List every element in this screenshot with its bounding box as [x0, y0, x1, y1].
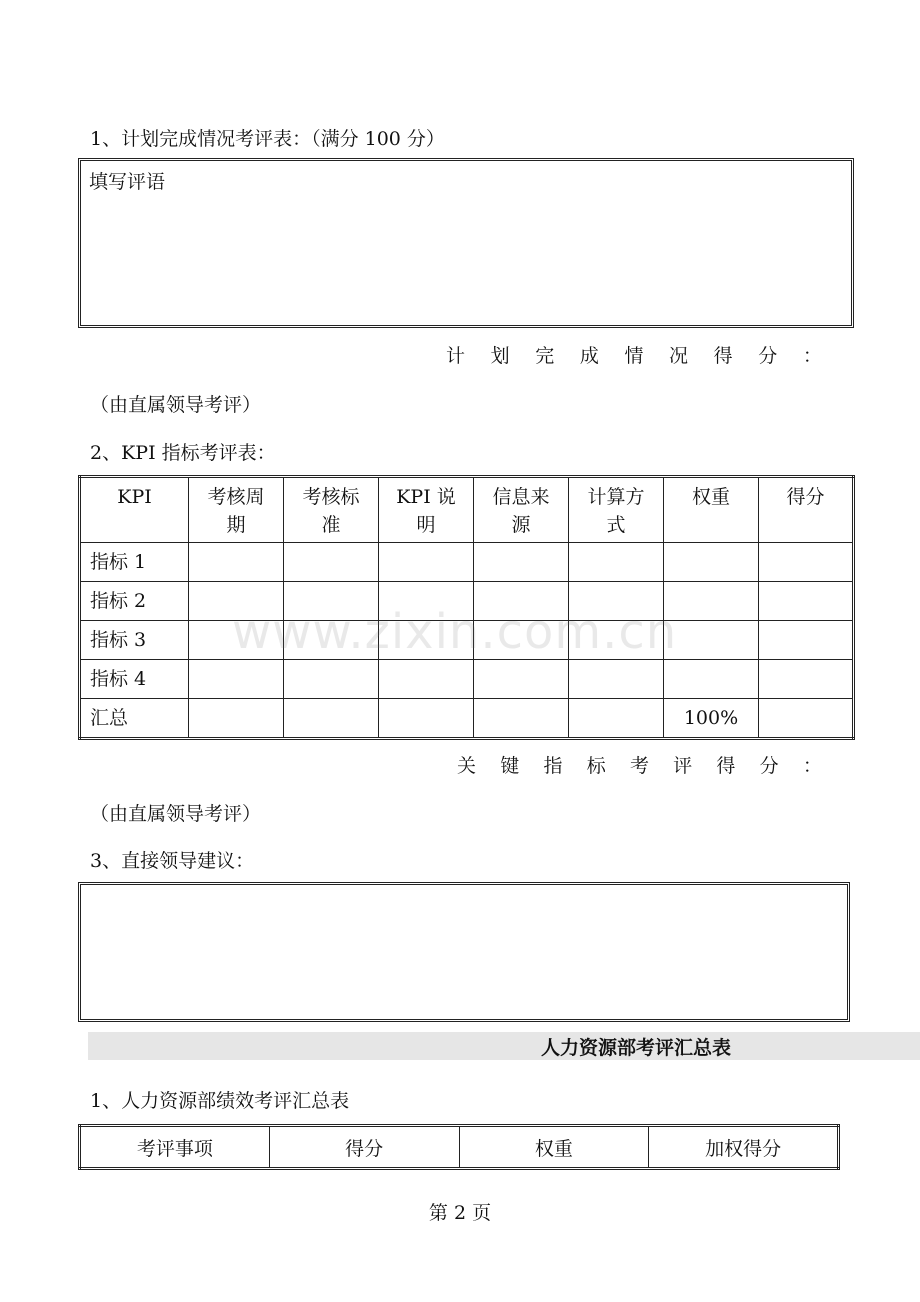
- score-cell[interactable]: [759, 582, 854, 621]
- score-cell[interactable]: [759, 543, 854, 582]
- watermark: www.zixin.com.cn: [232, 604, 678, 660]
- table-row: [80, 543, 854, 582]
- summary-header-row: [80, 1126, 839, 1169]
- row-label: 汇总: [80, 699, 189, 739]
- page-number: 第 2 页: [428, 1202, 492, 1224]
- table-cell[interactable]: [189, 543, 284, 582]
- table-row: [80, 660, 854, 699]
- weight-cell[interactable]: 100%: [664, 699, 759, 739]
- section3-heading: 3、直接领导建议：: [90, 850, 255, 872]
- table-cell[interactable]: [189, 660, 284, 699]
- kpi-header-cell: 考核周 期: [189, 477, 284, 543]
- section2-note: （由直属领导考评）: [90, 803, 262, 825]
- row-label: 指标 1: [80, 543, 189, 582]
- summary-header-cell: 得分: [269, 1126, 459, 1169]
- score-cell[interactable]: [759, 699, 854, 739]
- table-cell[interactable]: [569, 699, 664, 739]
- row-label: 指标 2: [80, 582, 189, 621]
- table-cell[interactable]: [189, 699, 284, 739]
- table-cell[interactable]: [284, 660, 379, 699]
- table-cell[interactable]: [284, 543, 379, 582]
- summary-table: [78, 1124, 840, 1170]
- table-cell[interactable]: [569, 543, 664, 582]
- weight-cell[interactable]: [664, 660, 759, 699]
- table-cell[interactable]: [284, 699, 379, 739]
- table-cell[interactable]: [474, 699, 569, 739]
- summary-banner: [88, 1032, 920, 1060]
- section1-note: （由直属领导考评）: [90, 394, 262, 416]
- row-label: 指标 3: [80, 621, 189, 660]
- kpi-header-cell: KPI: [80, 477, 189, 543]
- summary-header-cell: 考评事项: [80, 1126, 270, 1169]
- kpi-header-cell: 信息来 源: [474, 477, 569, 543]
- section1-heading: 1、计划完成情况考评表：（满分 100 分）: [90, 128, 445, 150]
- row-label: 指标 4: [80, 660, 189, 699]
- comment-box-label: 填写评语: [89, 171, 166, 193]
- weight-cell[interactable]: [664, 582, 759, 621]
- plan-score-label: 计 划 完 成 情 况 得 分 ：: [446, 345, 822, 367]
- table-cell[interactable]: [474, 543, 569, 582]
- kpi-header-cell: 计算方 式: [569, 477, 664, 543]
- table-cell[interactable]: [379, 699, 474, 739]
- table-cell[interactable]: [569, 660, 664, 699]
- kpi-header-cell: 权重: [664, 477, 759, 543]
- kpi-header-row: [80, 477, 854, 543]
- kpi-header-cell: 考核标 准: [284, 477, 379, 543]
- table-cell[interactable]: [379, 660, 474, 699]
- score-cell[interactable]: [759, 621, 854, 660]
- table-cell[interactable]: [379, 543, 474, 582]
- score-cell[interactable]: [759, 660, 854, 699]
- banner-title: 人力资源部考评汇总表: [541, 1037, 732, 1059]
- table-cell[interactable]: [474, 660, 569, 699]
- weight-cell[interactable]: [664, 621, 759, 660]
- section4-heading: 1、人力资源部绩效考评汇总表: [90, 1090, 350, 1112]
- kpi-header-cell: 得分: [759, 477, 854, 543]
- summary-header-cell: 权重: [459, 1126, 649, 1169]
- table-row: [80, 699, 854, 739]
- comment-box[interactable]: [78, 158, 854, 328]
- kpi-header-cell: KPI 说 明: [379, 477, 474, 543]
- kpi-score-label: 关 键 指 标 考 评 得 分 ：: [457, 755, 822, 777]
- summary-header-cell: 加权得分: [649, 1126, 839, 1169]
- section2-heading: 2、KPI 指标考评表：: [90, 442, 276, 464]
- suggestion-box[interactable]: [78, 882, 850, 1022]
- weight-cell[interactable]: [664, 543, 759, 582]
